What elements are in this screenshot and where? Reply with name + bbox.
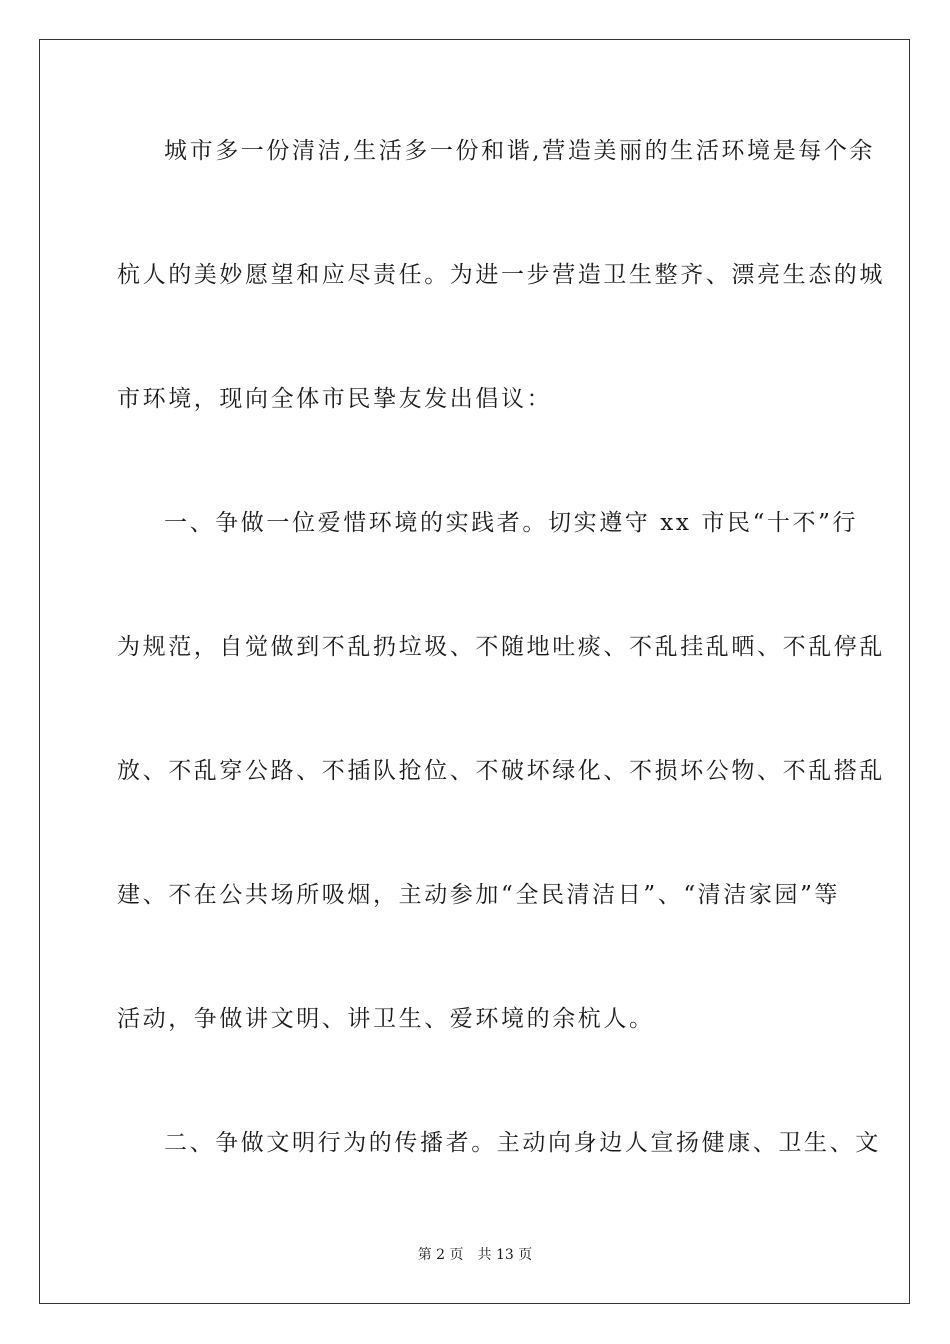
- paragraph-2-line-2: 为规范，自觉做到不乱扔垃圾、不随地吐痰、不乱挂乱晒、不乱停乱: [117, 634, 885, 660]
- paragraph-1-line-1: 城市多一份清洁,生活多一份和谐,营造美丽的生活环境是每个余: [164, 138, 876, 164]
- page-number: 第 2 页: [417, 1247, 464, 1263]
- paragraph-2-line-1: 一、争做一位爱惜环境的实践者。切实遵守 xx 市民“十不”行: [164, 510, 859, 536]
- paragraph-2-line-3: 放、不乱穿公路、不插队抢位、不破坏绿化、不损坏公物、不乱搭乱: [117, 758, 885, 784]
- paragraph-1-line-2: 杭人的美妙愿望和应尽责任。为进一步营造卫生整齐、漂亮生态的城: [117, 262, 885, 288]
- paragraph-2-line-4: 建、不在公共场所吸烟，主动参加“全民清洁日”、“清洁家园”等: [117, 882, 841, 908]
- total-pages: 共 13 页: [477, 1247, 533, 1263]
- page-frame: [39, 39, 910, 1304]
- paragraph-2-line-5: 活动，争做讲文明、讲卫生、爱环境的余杭人。: [117, 1006, 655, 1032]
- paragraph-1-line-3: 市环境，现向全体市民挚友发出倡议：: [117, 386, 553, 412]
- paragraph-3-line-1: 二、争做文明行为的传播者。主动向身边人宣扬健康、卫生、文: [164, 1130, 881, 1156]
- page-footer: [0, 1245, 950, 1265]
